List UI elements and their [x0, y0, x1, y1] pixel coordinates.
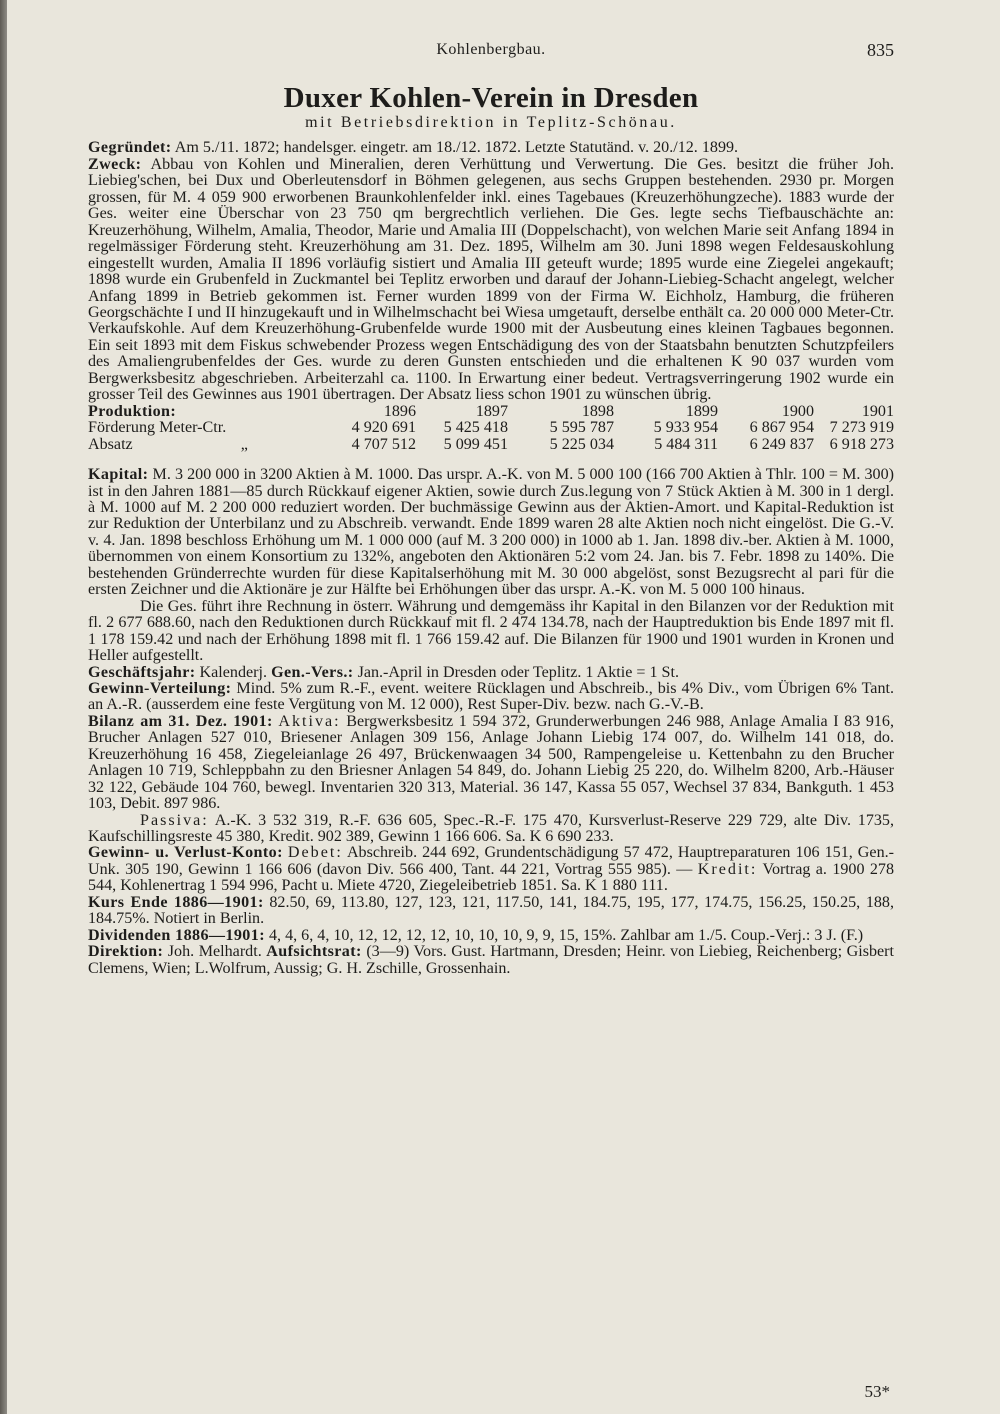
rubric-gewinn-verteilung: Gewinn-Verteilung:	[88, 679, 232, 697]
section-gegruendet	[88, 140, 894, 156]
text-kapital: M. 3 200 000 in 3200 Aktien à M. 1000. Das urspr. A.-K. von M. 5 000 100 (166 700 Aktien à Thlr. 100 = M. 300) ist in den Jahren 1881—85 durch Rückkauf eigener Aktien, sowie durch Zus.legung von 7 Stück Aktien à M. 300 in 1 dergl. à M. 1000 auf M. 2 200 000 reduziert worden. Der buchmässige Gewinn aus der Aktien-Amort. und Kapital-Reduktion ist zur Reduktion der Unterbilanz und zu Abschreib. verwandt. Ende 1899 waren 28 alte Aktien noch nicht eingelöst. Die G.-V. v. 4. Jan. 1898 beschloss Erhöhung um M. 1 000 000 (auf M. 3 200 000) in 1000 ab 1. Jan. 1898 div.-ber. Aktien à M. 1000, übernommen von einem Konsortium zu 132%, angeboten den Aktionären 5:2 vom 24. Jan. bis 7. Febr. 1898 zu 140%. Die bestehenden Gründerrechte wurden für diese Kapitalserhöhung mit M. 30 000 abgelöst, sonst Bezugsrecht al pari für die ersten Zeichner und die Aktionäre je zur Hälfte bei Erhöhungen über das urspr. A.-K. von M. 5 000 100 hinaus.	[88, 466, 894, 599]
section-passiva	[88, 813, 894, 846]
page-binding-edge	[0, 0, 7, 1414]
text-aktiva: Bergwerksbesitz 1 594 372, Grunderwerbungen 246 988, Anlage Amalia I 83 916, Brucher Anlagen 527 010, Briesener Anlagen 309 156, Anlage Johann Liebig 174 007, do. Wilhelm 141 018, do. Kreuzerhöhung 16 458, Ziegeleianlage 26 497, Brückenwaagen 34 500, Rampengeleise u. Kettenbahn zu den Brucher Anlagen 10 719, Schleppbahn zu den Briesner Anlagen 54 849, do. Johann Liebig 25 220, do. Wilhelm 8200, Arb.-Häuser 32 122, Gebäude 104 760, bewegl. Inventarien 320 313, Material. 36 147, Kassa 55 057, Wechsel 37 834, Bankguth. 1 453 103, Debit. 897 986.	[88, 712, 894, 813]
rubric-gen-vers: Gen.-Vers.:	[271, 663, 354, 681]
document-page	[88, 38, 894, 977]
text-dividenden: 4, 4, 6, 4, 10, 12, 12, 12, 12, 10, 10, 10, 9, 9, 15, 15%. Zahlbar am 1./5. Coup.-Verj.: 3 J. (F.)	[268, 926, 864, 944]
text-gewinn-verteilung: Mind. 5% zum R.-F., event. weitere Rücklagen und Abschreib., bis 4% Div., vom Übrigen 6% Tant. an A.-R. (ausserdem eine feste Vergütung von M. 12 000), Rest Super-Div. bezw. nach G.-V.-B.	[88, 679, 894, 714]
year-1899: 1899	[685, 402, 718, 420]
section-direktion	[88, 944, 894, 977]
label-aktiva: Aktiva:	[278, 712, 341, 730]
produktion-table	[88, 404, 894, 453]
label-kredit: Kredit:	[697, 860, 758, 878]
rubric-kurs: Kurs Ende 1886—1901:	[88, 893, 264, 911]
rubric-bilanz: Bilanz am 31. Dez. 1901:	[88, 712, 273, 730]
rubric-aufsichtsrat: Aufsichtsrat:	[266, 943, 362, 961]
value-absatz-1897: 5 099 451	[443, 435, 508, 453]
section-bilanz	[88, 714, 894, 813]
year-1898: 1898	[581, 402, 614, 420]
produktion-row-absatz	[88, 437, 894, 453]
value-foerderung-1900: 6 867 954	[749, 419, 814, 437]
section-geschaeftsjahr	[88, 665, 894, 681]
rubric-gewinn-verlust: Gewinn- u. Verlust-Konto:	[88, 844, 283, 862]
text-debet: Abschreib. 244 692, Grundentschädigung 57 472, Hauptreparaturen 106 151, Gen.-Unk. 305 190, Gewinn 1 166 606 (davon Div. 566 400, Tant. 44 221, Vortrag 555 985). —	[88, 844, 895, 878]
ditto-mark: „	[240, 435, 248, 453]
company-subtitle: mit Betriebsdirektion in Teplitz-Schönau.	[305, 114, 677, 131]
rubric-zweck: Zweck:	[88, 155, 142, 173]
running-title: Kohlenbergbau.	[436, 41, 546, 58]
text-direktion: Joh. Melhardt.	[167, 943, 262, 961]
signature-mark: 53*	[864, 1382, 890, 1401]
label-debet: Debet:	[287, 844, 343, 862]
rubric-direktion: Direktion:	[88, 943, 164, 961]
row-label-foerderung: Förderung Meter-Ctr.	[88, 419, 227, 437]
label-passiva: Passiva:	[140, 811, 209, 829]
row-label-absatz: Absatz	[88, 435, 133, 453]
section-gewinn-verteilung	[88, 681, 894, 714]
value-absatz-1901: 6 918 273	[829, 435, 894, 453]
section-kapital	[88, 467, 894, 599]
value-foerderung-1896: 4 920 691	[351, 419, 416, 437]
rubric-produktion: Produktion:	[88, 402, 177, 420]
section-zweck	[88, 157, 894, 404]
text-kapital-waehrung: Die Ges. führt ihre Rechnung in österr. Währung und demgemäss ihr Kapital in den Bilanzen vor der Reduktion mit fl. 2 677 688.60, nach den Reduktionen durch Rückkauf mit fl. 2 474 134.78, nach der Hauptreduktion bis Ende 1897 mit fl. 1 178 159.42 und nach der Erhöhung 1898 mit fl. 1 766 159.42 auf. Die Bilanzen für 1900 und 1901 wurden in Kronen und Heller aufgestellt.	[88, 597, 894, 665]
text-passiva: A.-K. 3 532 319, R.-F. 636 605, Spec.-R.-F. 175 470, Kursverlust-Reserve 229 729, alte Div. 1735, Kaufschillingsreste 45 380, Kredit. 902 389, Gewinn 1 166 606. Sa. K 6 690 233.	[88, 811, 894, 846]
year-1901: 1901	[861, 402, 894, 420]
rubric-geschaeftsjahr: Geschäftsjahr:	[88, 663, 196, 681]
text-gen-vers: Jan.-April in Dresden oder Teplitz. 1 Aktie = 1 St.	[357, 663, 680, 681]
section-dividenden	[88, 928, 894, 944]
section-gewinn-verlust	[88, 845, 894, 894]
value-absatz-1896: 4 707 512	[351, 435, 416, 453]
rubric-dividenden: Dividenden 1886—1901:	[88, 926, 265, 944]
value-foerderung-1901: 7 273 919	[829, 419, 894, 437]
text-kredit: Vortrag a. 1900 278 544, Kohlenertrag 1 594 996, Pacht u. Miete 4720, Ziegeleibetrieb 1851. Sa. K 1 880 111.	[88, 860, 895, 895]
text-gegruendet: Am 5./11. 1872; handelsger. eingetr. am 18./12. 1872. Letzte Statutänd. v. 20./12. 1899.	[174, 139, 739, 157]
text-aufsichtsrat: (3—9) Vors. Gust. Hartmann, Dresden; Heinr. von Liebieg, Reichenberg; Gisbert Clemens, Wien; L.Wolfrum, Aussig; G. H. Zschille, Grossenhain.	[88, 943, 894, 977]
rubric-kapital: Kapital:	[88, 466, 149, 484]
section-kapital-waehrung	[88, 599, 894, 665]
text-kurs: 82.50, 69, 113.80, 127, 123, 121, 117.50, 141, 184.75, 195, 177, 174.75, 156.25, 150.25, 188, 184.75%. Notiert in Berlin.	[88, 893, 894, 928]
text-geschaeftsjahr: Kalenderj.	[199, 663, 268, 681]
rubric-gegruendet: Gegründet:	[88, 139, 172, 157]
year-1897: 1897	[475, 402, 508, 420]
produktion-row-foerderung	[88, 420, 894, 436]
company-title: Duxer Kohlen-Verein in Dresden	[283, 82, 699, 114]
page-number: 835	[867, 40, 894, 60]
value-absatz-1900: 6 249 837	[749, 435, 814, 453]
text-zweck: Abbau von Kohlen und Mineralien, deren Verhüttung und Verwertung. Die Ges. besitzt die früher Joh. Liebieg'schen, bei Dux und Oberleutensdorf in Böhmen gelegenen, aus sechs Gruppen bestehenden. 2930 pr. Morgen grossen, für M. 4 059 900 erworbenen Braunkohlenfelder inkl. eines Tagebaues (Kreuzerhöhungzeche). 1883 wurde der Ges. weiter eine Überschar von 23 750 qm bergrechtlich verliehen. Die Ges. legte sechs Tiefbauschächte an: Kreuzerhöhung, Wilhelm, Amalia, Theodor, Marie und Amalia III (Doppelschacht), von welchen Marie seit Anfang 1894 in regelmässiger Förderung steht. Kreuzerhöhung am 31. Dez. 1895, Wilhelm am 30. Juni 1898 wegen Feldesauskohlung eingestellt wurden, Amalia II 1896 vorläufig sistiert und Amalia III geteuft wurde; 1895 wurde eine Ziegelei angekauft; 1898 wurde ein Grubenfeld in Zuckmantel bei Teplitz erworben und darauf der Johann-Liebieg-Schacht angelegt, welcher Anfang 1899 in Betrieb gekommen ist. Ferner wurden 1899 von der Firma W. Eichholz, Hamburg, die früheren Georgschächte I und II hinzugekauft und in Wilhelmschacht bei Wiesa umgetauft, derselbe enthält ca. 20 000 000 Meter-Ctr. Verkaufskohle. Auf dem Kreuzerhöhung-Grubenfelde wurde 1900 mit der Ausbeutung eines kleinen Tagbaues begonnen. Ein seit 1893 mit dem Fiskus schwebender Prozess wegen Entschädigung des von der Staatsbahn benutzten Schutzpfeilers des Amaliengrubenfeldes der Ges. wurde zu deren Gunsten entschieden und die erhaltenen K 90 037 wurden vom Bergwerksbesitz abgeschrieben. Arbeiterzahl ca. 1100. In Erwartung einer bedeut. Vertragsverringerung 1902 wurde ein grosser Teil des Gewinnes aus 1901 übertragen. Der Absatz liess schon 1901 zu wünschen übrig.	[88, 155, 894, 404]
value-foerderung-1897: 5 425 418	[443, 419, 508, 437]
value-foerderung-1898: 5 595 787	[549, 419, 614, 437]
value-foerderung-1899: 5 933 954	[653, 419, 718, 437]
value-absatz-1898: 5 225 034	[549, 435, 614, 453]
section-kurs	[88, 895, 894, 928]
value-absatz-1899: 5 484 311	[654, 435, 718, 453]
produktion-header-row	[88, 404, 894, 420]
running-head	[88, 38, 894, 62]
year-1900: 1900	[781, 402, 814, 420]
year-1896: 1896	[383, 402, 416, 420]
